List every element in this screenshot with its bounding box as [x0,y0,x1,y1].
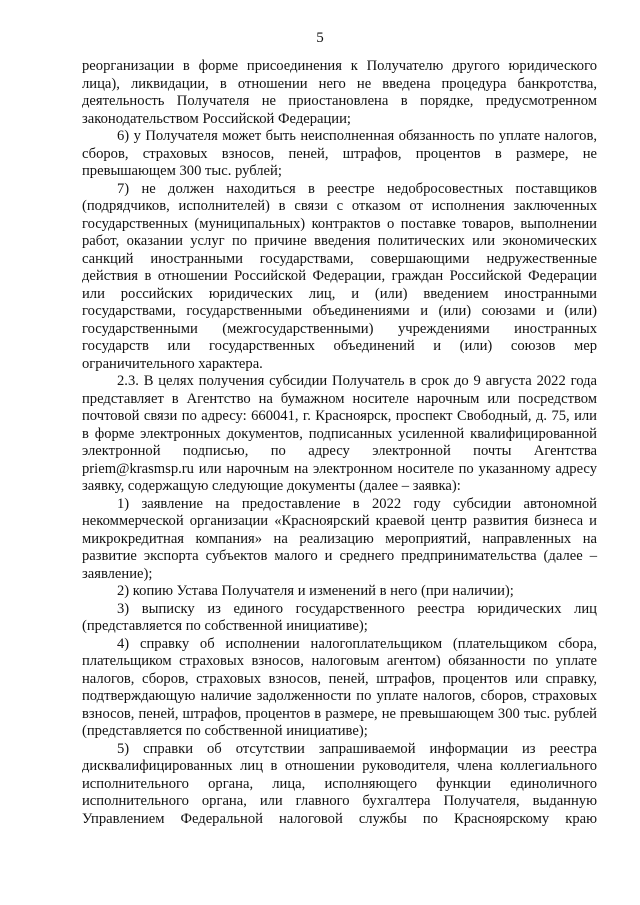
paragraph-continuation: реорганизации в форме присоединения к Получателю другого юридического лица), ликвидации, в отношении него не введена процедура банкротства, деятельность Получателя не приостановлена в порядке, предусмотренном законодательством Российской Федерации; [82,58,597,127]
paragraph-doc-2: 2) копию Устава Получателя и изменений в него (при наличии); [117,583,514,599]
paragraph-doc-1: 1) заявление на предоставление в 2022 году субсидии автономной некоммерческой организации «Красноярский краевой центр развития бизнеса и микрокредитная компания» на реализацию мероприятий, направленных на развитие экспорта субъектов малого и среднего предпринимательства (далее – заявление); [82,495,597,582]
paragraph-doc-3: 3) выписку из единого государственного реестра юридических лиц (представляется по собственной инициативе); [82,600,597,634]
document-body [82,58,597,828]
paragraph-doc-5: 5) справки об отсутствии запрашиваемой информации из реестра дисквалифицированных лиц в отношении руководителя, члена коллегиального исполнительного органа, лица, исполняющего функции единоличного исполнительного органа, или главного бухгалтера Получателя, выданную Управлением Федеральной налоговой службы по Красноярскому краю [82,740,597,827]
paragraph-section-2-3: 2.3. В целях получения субсидии Получатель в срок до 9 августа 2022 года представляет в Агентство на бумажном носителе нарочным или посредством почтовой связи по адресу: 660041, г. Красноярск, проспект Свободный, д. 75, или в форме электронных документов, подписанных усиленной квалифицированной электронной подписью, по адресу электронной почты Агентства priem@krasmsp.ru или нарочным на электронном носителе по указанному адресу заявку, содержащую следующие документы (далее – заявка): [82,373,597,494]
page-number: 5 [316,30,324,46]
paragraph-doc-4: 4) справку об исполнении налогоплательщиком (плательщиком сбора, плательщиком страховых взносов, налоговым агентом) обязанности по уплате налогов, сборов, страховых взносов, пеней, штрафов, процентов или справку, подтверждающую наличие задолженности по уплате налогов, сборов, страховых взносов, пеней, штрафов, процентов в размере, не превышающем 300 тыс. рублей (представляется по собственной инициативе); [82,635,597,739]
paragraph-item-7: 7) не должен находиться в реестре недобросовестных поставщиков (подрядчиков, исполнителей) в связи с отказом от исполнения заключенных государственных (муниципальных) контрактов о поставке товаров, выполнении работ, оказании услуг по причине введения политических или экономических санкций иностранными государствами, совершающими недружественные действия в отношении Российской Федерации, граждан Российской Федерации или российских юридических лиц, и (или) введением иностранными государствами, государственными объединениями и (или) союзами и (или) государственными (межгосударственными) учреждениями иностранных государств или государственных объединений и (или) союзов мер ограничительного характера. [82,180,597,372]
paragraph-item-6: 6) у Получателя может быть неисполненная обязанность по уплате налогов, сборов, страховых взносов, пеней, штрафов, процентов в размере, не превышающем 300 тыс. рублей; [82,128,597,179]
